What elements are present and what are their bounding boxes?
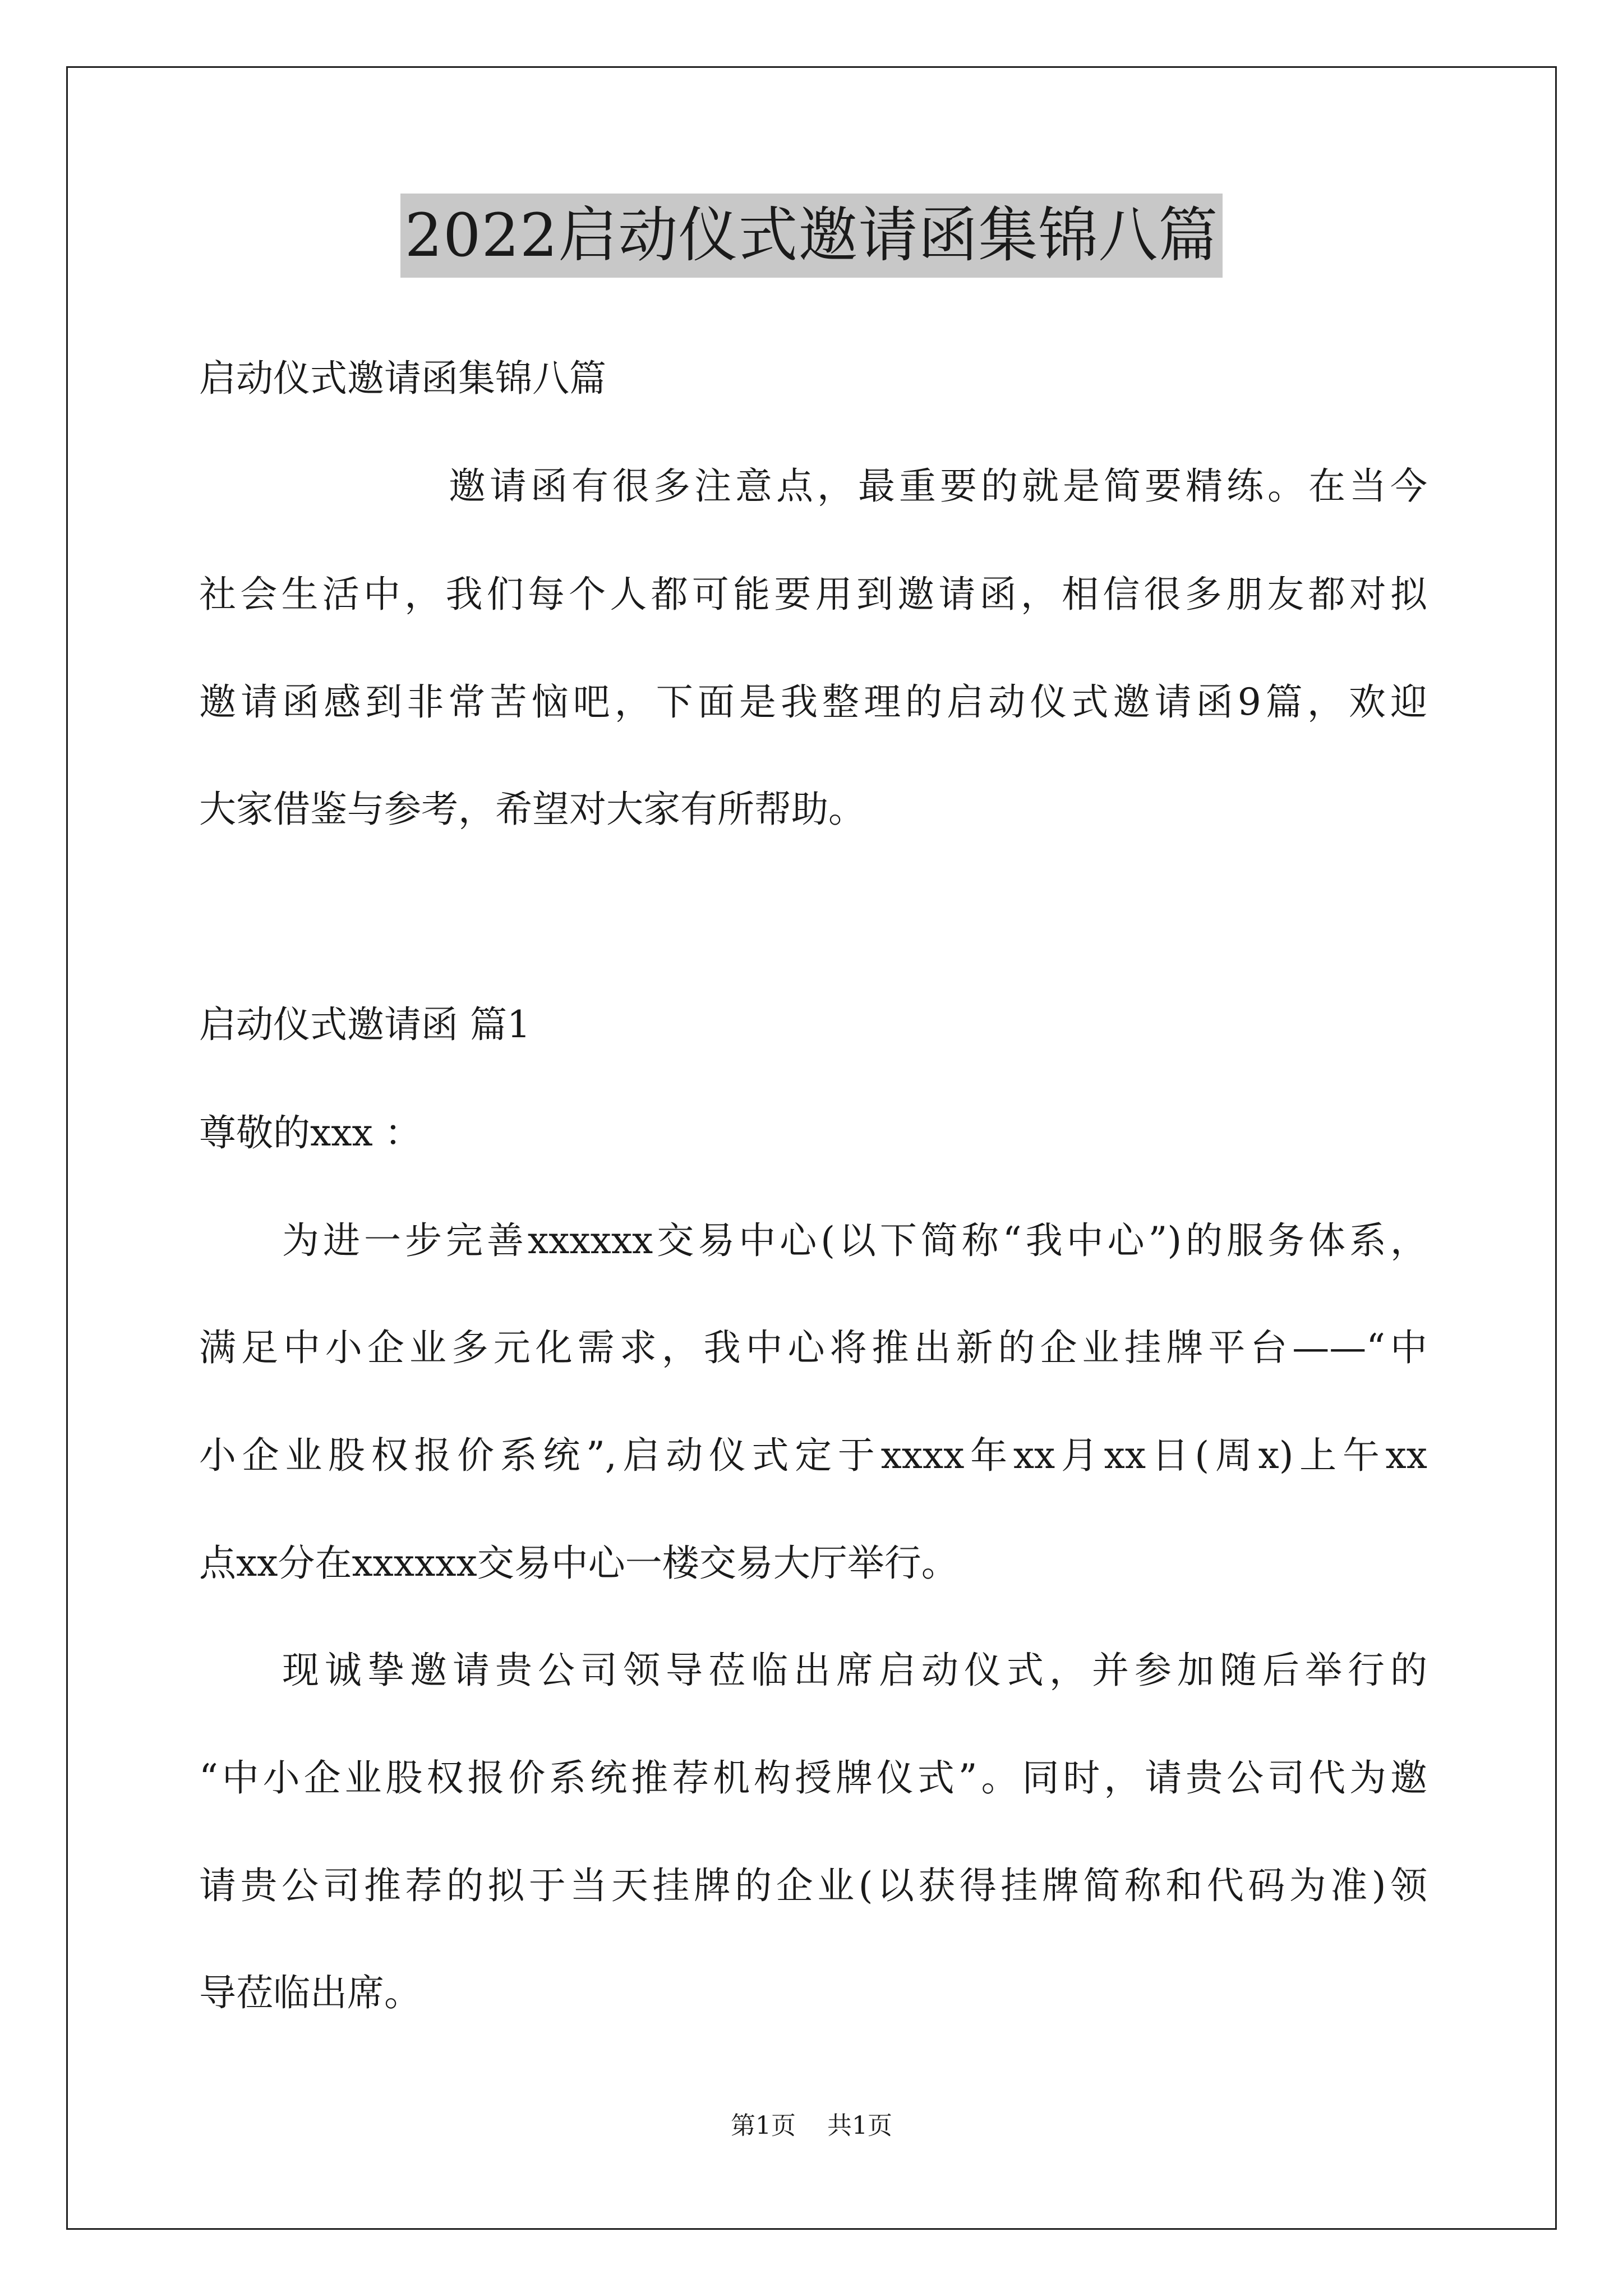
- paragraph-line: 请贵公司推荐的拟于当天挂牌的企业(以获得挂牌简称和代码为准)领: [199, 1864, 1427, 1907]
- paragraph-line: 现诚挚邀请贵公司领导莅临出席启动仪式，并参加随后举行的: [282, 1649, 1427, 1692]
- page-footer: [0, 2109, 1623, 2143]
- paragraph-line: 点xx分在xxxxxx交易中心一楼交易大厅举行。: [199, 1542, 958, 1585]
- paragraph-line: 导莅临出席。: [199, 1971, 421, 2014]
- title-container: [0, 194, 1623, 278]
- salutation: 尊敬的xxx ：: [199, 1111, 422, 1154]
- paragraph-line: 小企业股权报价系统”,启动仪式定于xxxx年xx月xx日(周x)上午xx: [199, 1434, 1427, 1477]
- document-title: 2022启动仪式邀请函集锦八篇: [400, 194, 1223, 278]
- document-subtitle: 启动仪式邀请函集锦八篇: [199, 357, 606, 400]
- page-number: 第1页: [731, 2111, 796, 2140]
- paragraph-line: 为进一步完善xxxxxx交易中心(以下简称“我中心”)的服务体系，: [282, 1219, 1427, 1262]
- intro-line: 大家借鉴与参考，希望对大家有所帮助。: [199, 788, 865, 831]
- intro-line: 邀请函感到非常苦恼吧，下面是我整理的启动仪式邀请函9篇，欢迎: [199, 680, 1427, 724]
- page-total: 共1页: [827, 2111, 892, 2140]
- paragraph-line: 满足中小企业多元化需求，我中心将推出新的企业挂牌平台——“中: [199, 1326, 1427, 1369]
- intro-line: 社会生活中，我们每个人都可能要用到邀请函，相信很多朋友都对拟: [199, 573, 1427, 616]
- intro-line: 邀请函有很多注意点，最重要的就是简要精练。在当今: [449, 464, 1427, 508]
- paragraph-line: “中小企业股权报价系统推荐机构授牌仪式”。同时，请贵公司代为邀: [199, 1756, 1427, 1800]
- section-heading: 启动仪式邀请函 篇1: [199, 1003, 531, 1046]
